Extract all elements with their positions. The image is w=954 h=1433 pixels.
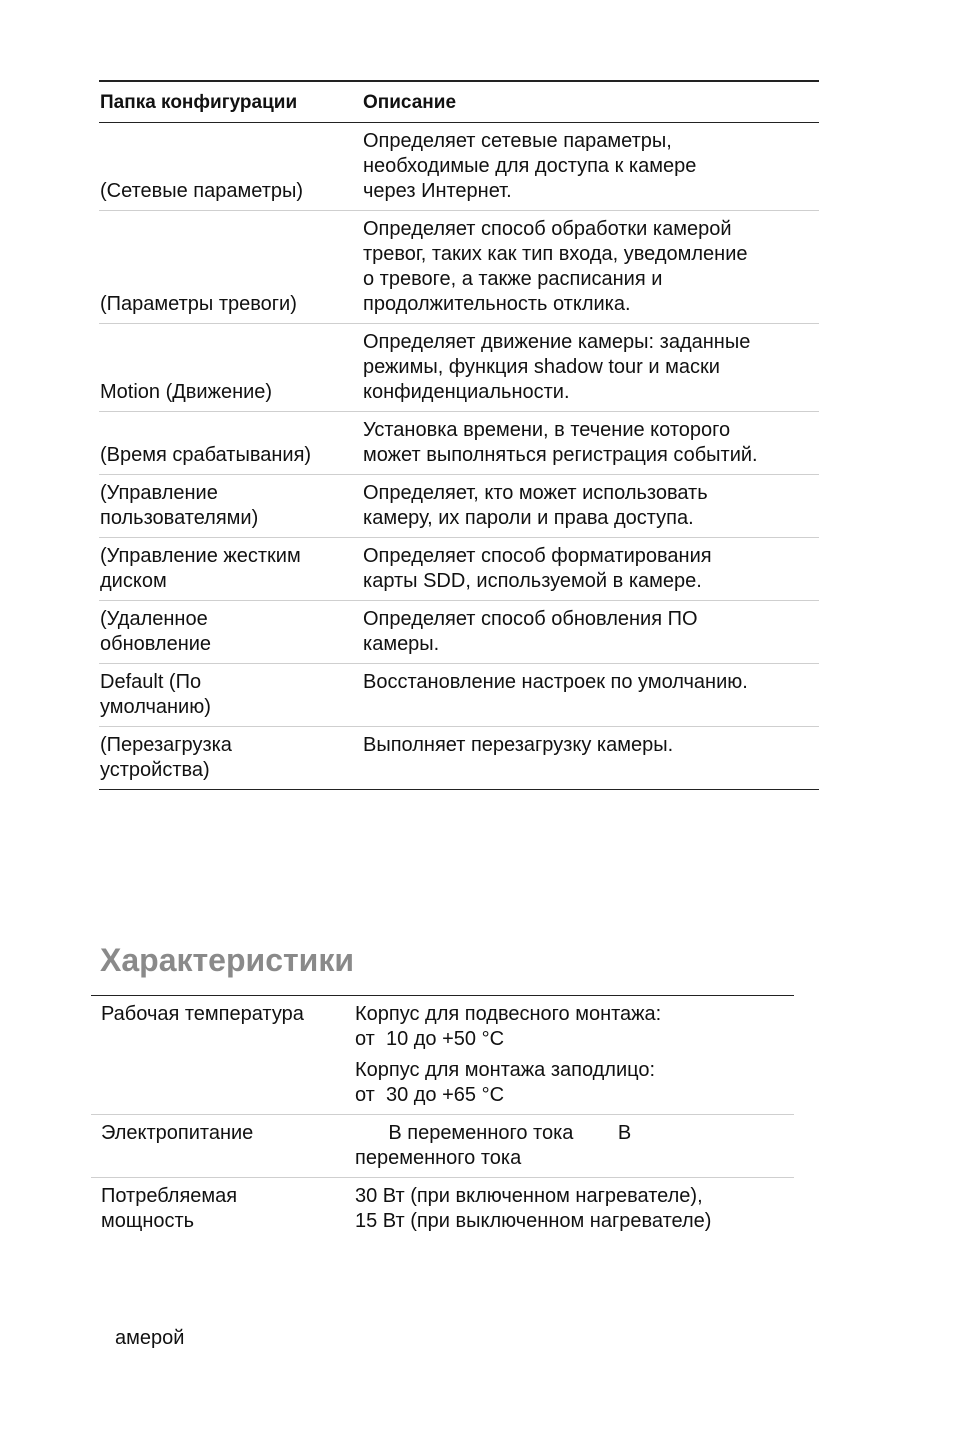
config-row: [99, 412, 819, 475]
text-line: (Удаленное: [100, 608, 208, 630]
text-line: мощность: [101, 1210, 195, 1232]
text-line: Рабочая температура: [101, 1003, 304, 1025]
config-table-body: [99, 123, 819, 790]
text-line: Определяет способ форматирования: [363, 545, 712, 567]
config-folder-cell: [99, 123, 362, 211]
text-line: устройства): [100, 759, 210, 781]
text-line: Определяет способ обновления ПО: [363, 608, 698, 630]
config-description-cell: [362, 475, 819, 538]
text-line: Установка времени, в течение которого: [363, 419, 731, 441]
text-line: Корпус для монтажа заподлицо:: [355, 1059, 656, 1081]
config-table-header: [99, 81, 819, 123]
text-line: Выполняет перезагрузку камеры.: [363, 734, 674, 756]
text-line: В переменного тока В: [355, 1122, 632, 1144]
text-line: обновление: [100, 633, 212, 655]
text-line: Восстановление настроек по умолчанию.: [363, 671, 748, 693]
spec-value-cell: [354, 1178, 794, 1241]
text-line: (Время срабатывания): [100, 444, 312, 466]
text-line: Определяет движение камеры: заданные: [363, 331, 751, 353]
config-description-cell: [362, 727, 819, 790]
text-line: камеру, их пароли и права доступа.: [363, 507, 694, 529]
text-line: может выполняться регистрация событий.: [363, 444, 758, 466]
header-folder: Папка конфигурации: [99, 81, 362, 123]
text-line: продолжительность отклика.: [363, 293, 631, 315]
config-row: [99, 538, 819, 601]
config-folder-cell: [99, 412, 362, 475]
text-line: режимы, функция shadow tour и маски: [363, 356, 720, 378]
spec-row: [91, 1115, 794, 1178]
config-folder-cell: [99, 211, 362, 324]
config-table: [99, 80, 819, 790]
config-row: [99, 123, 819, 211]
config-description-cell: [362, 412, 819, 475]
text-line: конфиденциальности.: [363, 381, 570, 403]
config-row: [99, 601, 819, 664]
spec-row: [91, 996, 794, 1115]
config-folder-cell: [99, 324, 362, 412]
text-line: необходимые для доступа к камере: [363, 155, 697, 177]
specs-heading: Характеристики: [100, 942, 355, 978]
text-line: (Параметры тревоги): [100, 293, 297, 315]
text-line: Motion (Движение): [100, 381, 273, 403]
text-line: Потребляемая: [101, 1185, 238, 1207]
text-line: Электропитание: [101, 1122, 254, 1144]
header-description: Описание: [362, 81, 819, 123]
spec-name-cell: [91, 996, 354, 1115]
config-description-cell: [362, 211, 819, 324]
text-line: Default (По: [100, 671, 202, 693]
text-line: от 30 до +65 °C: [355, 1084, 505, 1106]
text-line: Определяет способ обработки камерой: [363, 218, 732, 240]
text-line: карты SDD, используемой в камере.: [363, 570, 702, 592]
text-line: от 10 до +50 °C: [355, 1028, 505, 1050]
specs-table: [91, 995, 794, 1240]
config-description-cell: [362, 538, 819, 601]
config-description-cell: [362, 601, 819, 664]
spec-row: [91, 1178, 794, 1241]
config-description-cell: [362, 664, 819, 727]
text-line: переменного тока: [355, 1147, 522, 1169]
text-line: 15 Вт (при выключенном нагревателе): [355, 1210, 712, 1232]
config-folder-cell: [99, 601, 362, 664]
config-folder-cell: [99, 538, 362, 601]
text-line: (Сетевые параметры): [100, 180, 304, 202]
config-row: [99, 324, 819, 412]
specs-table-body: [91, 996, 794, 1241]
text-line: камеры.: [363, 633, 440, 655]
text-line: Корпус для подвесного монтажа:: [355, 1003, 662, 1025]
spec-value-cell: [354, 996, 794, 1115]
text-line: пользователями): [100, 507, 259, 529]
config-folder-cell: [99, 727, 362, 790]
text-line: (Перезагрузка: [100, 734, 232, 756]
text-line: через Интернет.: [363, 180, 512, 202]
text-line: умолчанию): [100, 696, 211, 718]
spec-value-cell: [354, 1115, 794, 1178]
config-row: [99, 727, 819, 790]
spec-name-cell: [91, 1115, 354, 1178]
spec-name-cell: [91, 1178, 354, 1241]
text-line: тревог, таких как тип входа, уведомление: [363, 243, 748, 265]
text-line: (Управление: [100, 482, 218, 504]
text-line: Определяет, кто может использовать: [363, 482, 708, 504]
config-folder-cell: [99, 475, 362, 538]
config-description-cell: [362, 123, 819, 211]
page-footer: амерой: [115, 1327, 185, 1349]
config-folder-cell: [99, 664, 362, 727]
text-line: диском: [100, 570, 167, 592]
config-row: [99, 664, 819, 727]
text-line: Определяет сетевые параметры,: [363, 130, 672, 152]
text-line: о тревоге, а также расписания и: [363, 268, 663, 290]
text-line: 30 Вт (при включенном нагревателе),: [355, 1185, 703, 1207]
config-row: [99, 475, 819, 538]
config-description-cell: [362, 324, 819, 412]
config-row: [99, 211, 819, 324]
text-line: (Управление жестким: [100, 545, 301, 567]
